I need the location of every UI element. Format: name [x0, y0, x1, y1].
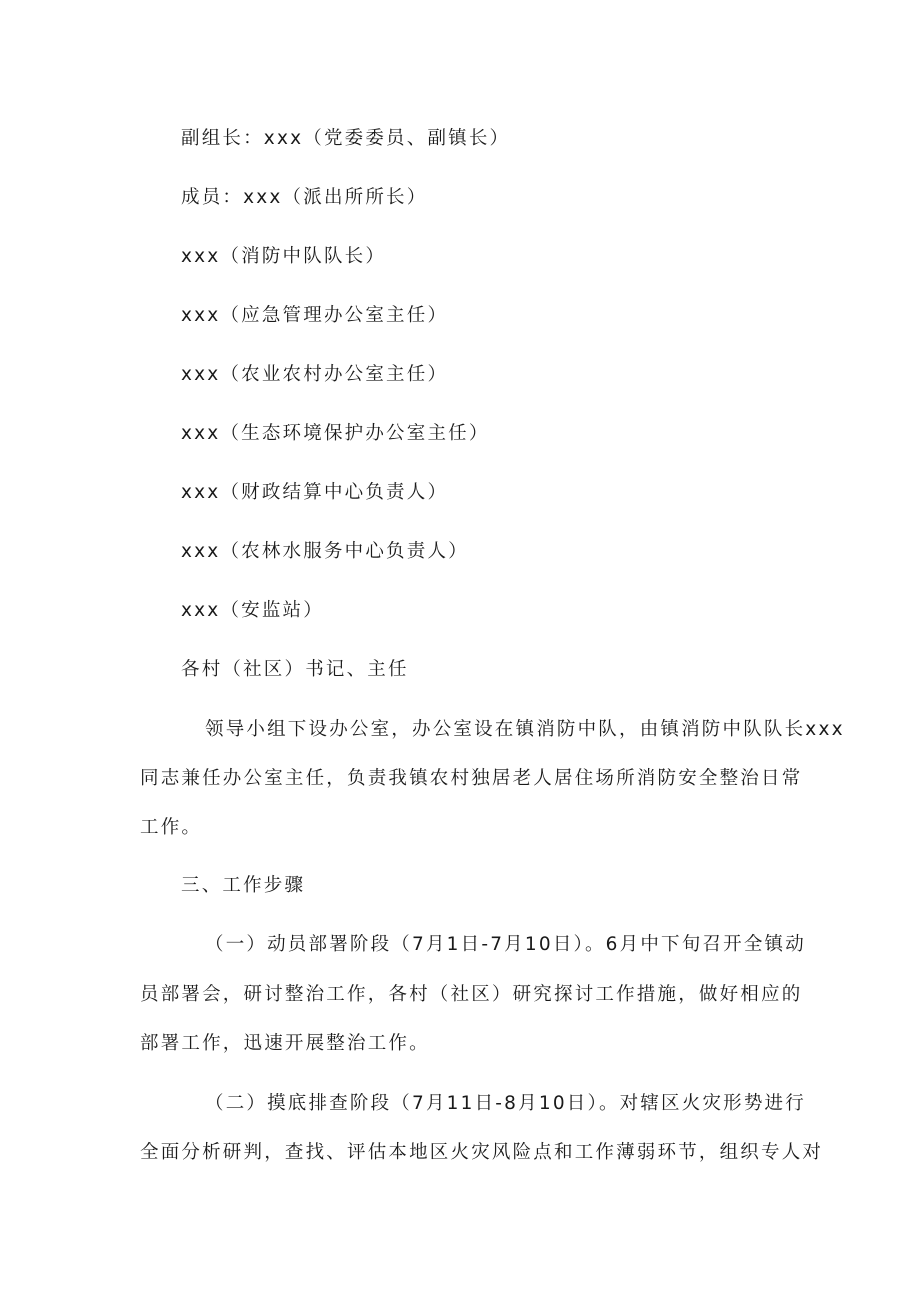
office-paragraph-line-1: 领导小组下设办公室，办公室设在镇消防中队，由镇消防中队队长xxx	[205, 719, 845, 740]
member-village-secretaries: 各村（社区）书记、主任	[181, 659, 409, 680]
step2-line-2: 全面分析研判，查找、评估本地区火灾风险点和工作薄弱环节，组织专人对	[140, 1142, 824, 1163]
member-emergency-office: xxx（应急管理办公室主任）	[181, 305, 449, 326]
member-deputy-leader: 副组长：xxx（党委委员、副镇长）	[181, 128, 511, 149]
member-safety-station: xxx（安监站）	[181, 600, 324, 621]
office-paragraph-line-3: 工作。	[140, 817, 203, 838]
member-fire-squadron: xxx（消防中队队长）	[181, 246, 387, 267]
office-paragraph-line-2: 同志兼任办公室主任，负责我镇农村独居老人居住场所消防安全整治日常	[140, 768, 803, 789]
member-finance-center: xxx（财政结算中心负责人）	[181, 482, 449, 503]
member-police-station: 成员：xxx（派出所所长）	[181, 187, 428, 208]
member-agriculture-office: xxx（农业农村办公室主任）	[181, 364, 449, 385]
step1-line-1: （一）动员部署阶段（7月1日-7月10日）。6月中下旬召开全镇动	[205, 934, 806, 955]
step2-line-1: （二）摸底排查阶段（7月11日-8月10日）。对辖区火灾形势进行	[205, 1093, 806, 1114]
step1-line-3: 部署工作，迅速开展整治工作。	[140, 1033, 430, 1054]
section-heading: 三、工作步骤	[181, 875, 306, 896]
member-ecology-office: xxx（生态环境保护办公室主任）	[181, 423, 490, 444]
step1-line-2: 员部署会，研讨整治工作，各村（社区）研究探讨工作措施，做好相应的	[140, 984, 803, 1005]
member-water-service-center: xxx（农林水服务中心负责人）	[181, 541, 469, 562]
